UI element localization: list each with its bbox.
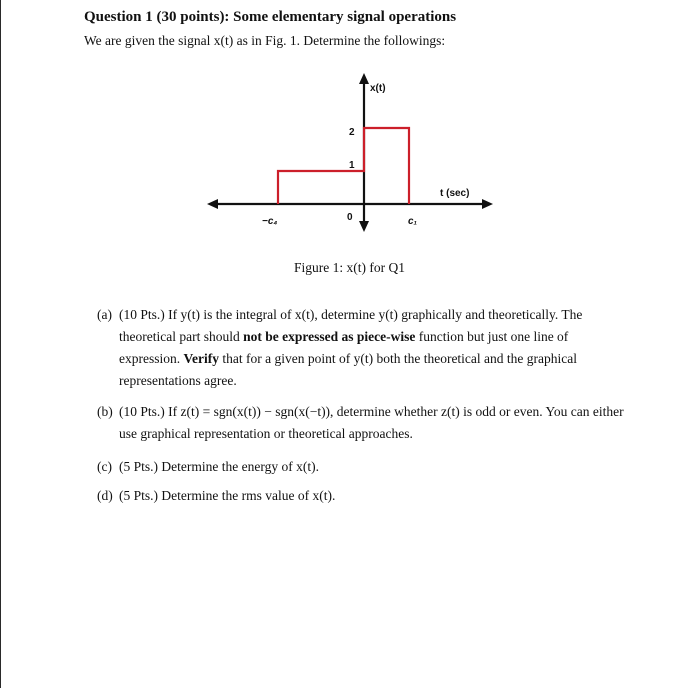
level-two-label: 2	[349, 127, 355, 138]
x-axis-label: t (sec)	[440, 188, 470, 199]
neg-c4-label: −c₄	[262, 216, 278, 227]
part-b-label: (b)	[97, 404, 113, 419]
signal-waveform	[278, 128, 409, 204]
part-b-points: (10 Pts.)	[119, 404, 165, 419]
part-a-bold-2: Verify	[183, 351, 219, 366]
part-c-points: (5 Pts.)	[119, 459, 159, 474]
part-b-body: If z(t) = sgn(x(t)) − sgn(x(−t)), determine whether z(t) is odd or even. You can either use graphical representation or theoretical approaches.	[119, 404, 624, 441]
question-title: Question 1 (30 points): Some elementary signal operations	[84, 9, 457, 25]
level-one-label: 1	[349, 160, 355, 171]
figure-caption: Figure 1: x(t) for Q1	[294, 260, 405, 275]
y-axis-down-arrow	[359, 221, 369, 232]
part-c-body: Determine the energy of x(t).	[158, 459, 319, 474]
origin-label: 0	[347, 212, 353, 223]
signal-figure	[0, 0, 700, 300]
part-c-label: (c)	[97, 459, 112, 474]
part-a-label: (a)	[97, 307, 112, 322]
x-axis-left-arrow	[207, 199, 218, 209]
part-b-text	[119, 401, 631, 445]
part-d-label: (d)	[97, 488, 113, 503]
question-intro: We are given the signal x(t) as in Fig. 1. Determine the followings:	[84, 33, 446, 48]
x-axis-right-arrow	[482, 199, 493, 209]
part-a-bold-1: not be expressed as piece-wise	[243, 329, 416, 344]
part-d-points: (5 Pts.)	[119, 488, 159, 503]
y-axis-up-arrow	[359, 73, 369, 84]
part-a-text-3: that for a given point of y(t) both the theoretical and the graphical representations agree.	[119, 351, 578, 388]
part-a-text	[119, 304, 631, 392]
c1-label: c₁	[408, 216, 418, 227]
part-a-text-1: If y(t) is the integral of x(t), determine y(t) graphically and theoretically. The theoretical part should	[119, 307, 583, 344]
y-axis-label: x(t)	[370, 83, 386, 94]
part-d-text	[119, 485, 631, 507]
part-d-body: Determine the rms value of x(t).	[158, 488, 336, 503]
part-a-text-2: function but just one line of expression.	[119, 329, 569, 366]
part-a-points: (10 Pts.)	[119, 307, 165, 322]
part-c-text	[119, 456, 631, 478]
